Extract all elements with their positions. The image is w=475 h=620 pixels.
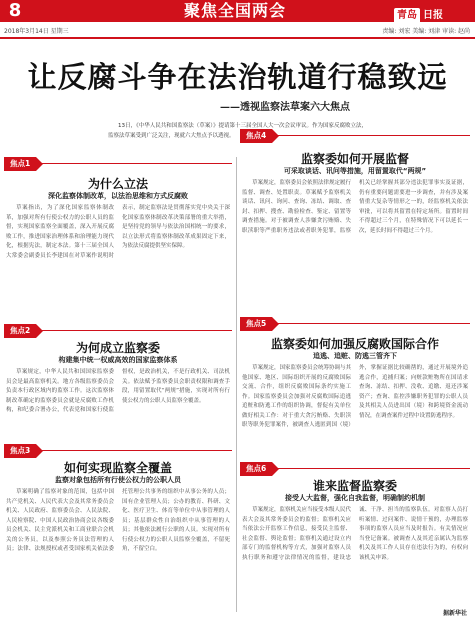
lead-paragraph: 13日，《中华人民共和国监察法（草案）》提请第十三届全国人大一次会议审议。作为国家反腐败立法，监察法草案受到广泛关注，现就六大焦点予以透视。 <box>108 123 368 139</box>
section-4-title: 监察委如何开展监督 <box>300 152 409 166</box>
section-2-tag: 焦点2 <box>4 324 36 338</box>
section-1-body: 草案指出，为了深化国家监察体制改革，加强对所有行使公权力的公职人员的监督，实现国家监察全面覆盖，深入开展反腐败工作，推进国家治理体系和治理能力现代化，根据宪法，制定本法。第十三届全国人大常委会副委员长李建国在对草案作说明时表示，制定监察法是贯彻落实党中央关于深化国家监察体制改革决策部署的重大举措，是坚持党的领导与依法治国相统一的要求，以立法形式将监察体制改革成果固定下来，为依法反腐提供坚实保障。 <box>6 205 230 259</box>
section-1-subtitle: 深化监察体制改革，以法治思维和方式反腐败 <box>48 192 188 200</box>
section-4-subtitle: 可采取谈话、讯问等措施，用留置取代“两规” <box>283 167 427 175</box>
masthead-rule <box>0 37 475 39</box>
section-2-title: 为何成立监察委 <box>75 341 160 355</box>
section-6-title: 谁来监督监察委 <box>312 479 397 493</box>
section-5-tag: 焦点5 <box>240 317 272 331</box>
section-6-body: 草案规定，监察机关应当接受本级人民代表大会及其常务委员会的监督；监察机关应当依法公开监察工作信息，接受民主监督、社会监督、舆论监督；监察机关通过设立内部专门的监督机构等方式，加强对监察人员执行职务和遵守法律情况的监督，建设忠诚、干净、担当的监察队伍。对监察人员打听案情、过问案件、说情干预的，办理监察事项的监察人员应当及时报告。有关情况应当登记备案。被调查人及其近亲属认为监察机关及其工作人员存在违法行为的，有权向该机关申诉。 <box>242 507 468 561</box>
sub-headline: ——透视监察法草案六大焦点 <box>220 102 350 113</box>
newspaper-logo <box>394 3 443 19</box>
section-4-tag: 焦点4 <box>240 129 272 143</box>
masthead-band <box>0 0 475 22</box>
section-4-body: 草案规定，监察委员会依照法律规定履行监督、调查、处置职责。草案赋予监察机关谈话、讯问、询问、查询、冻结、调取、查封、扣押、搜查、勘验检查、鉴定、留置等调查措施。对于被调查人涉嫌贪污贿赂、失职渎职等严重职务违法或者职务犯罪，监察机关已经掌握其部分违法犯罪事实及证据，仍有重要问题需要进一步调查，并有涉及案情重大复杂等情形之一的，经监察机关依法审批，可以将其留置在特定场所。留置时间不得超过三个月，在特殊情况下可以延长一次，延长时间不得超过三个月。 <box>242 180 468 234</box>
issue-date: 2018年3月14日 星期三 <box>4 28 69 35</box>
section-2-subtitle: 构建集中统一权威高效的国家监察体系 <box>58 356 178 364</box>
main-headline: 让反腐斗争在法治轨道行稳致远 <box>27 60 448 94</box>
section-3-body: 草案明确了监察对象的范围，包括中国共产党机关、人民代表大会及其常务委员会机关、人民政府、监察委员会、人民法院、人民检察院、中国人民政治协商会议各级委员会机关、民主党派机关和工商业联合会机关的公务员，以及参照公务员法管理的人员；法律、法规授权或者受国家机关依法委托管理公共事务的组织中从事公务的人员；国有企业管理人员；公办的教育、科研、文化、医疗卫生、体育等单位中从事管理的人员；基层群众性自治组织中从事管理的人员；其他依法履行公职的人员。实现对所有行使公权力的公职人员监察全覆盖，不留死角，不留空白。 <box>6 489 230 552</box>
logo-left: 青岛 <box>394 8 420 24</box>
section-5-subtitle: 追逃、追赃、防逃三管齐下 <box>313 352 397 360</box>
section-6-subtitle: 接受人大监督，强化自我监督，明确制约机制 <box>285 494 425 502</box>
column-divider <box>236 157 237 612</box>
section-5-body: 草案规定，国家监察委员会统筹协调与其他国家、地区、国际组织开展的反腐败国际交流、合作，组织反腐败国际条约实施工作。国家监察委员会加强对反腐败国际追逃追赃和防逃工作的组织协调，督促有关单位做好相关工作：对于重大贪污贿赂、失职渎职等职务犯罪案件，被调查人逃匿到国（境）外，掌握证据比较确凿的，通过开展境外追逃合作，追捕归案；向赃款赃物所在国请求查询、冻结、扣押、没收、追缴、返还涉案资产；查询、监控涉嫌职务犯罪的公职人员及其相关人员进出国（境）和跨境资金流动情况，在调查案件过程中设置防逃程序。 <box>242 365 468 428</box>
section-3-tag: 焦点3 <box>4 444 36 458</box>
section-1-tag: 焦点1 <box>4 157 36 171</box>
section-5-title: 监察委如何加强反腐败国际合作 <box>270 337 439 351</box>
section-1-title: 为什么立法 <box>87 177 148 191</box>
editor-credits: 责编: 刘宏 美编: 刘津 审读: 赵尚 <box>382 28 470 35</box>
section-2-body: 草案规定，中华人民共和国国家监察委员会是最高监察机关。地方各级监察委员会负责本行政区域内的监察工作。这次监察体制改革确定的监察委员会就是反腐败工作机构，和纪委合署办公，代表党和国家行使监督权，是政治机关，不是行政机关、司法机关。依法赋予监察委员会职责权限和调查手段，用留置取代“两规”措施，实现对所有行使公权力的公职人员监察全覆盖。 <box>6 369 230 413</box>
logo-right: 日报 <box>423 10 443 21</box>
source-credit: 据新华社 <box>442 610 467 617</box>
section-3-subtitle: 监察对象包括所有行使公权力的公职人员 <box>55 476 181 484</box>
page-number: 8 <box>8 0 22 21</box>
section-banner: 聚焦全国两会 <box>183 1 286 20</box>
section-3-title: 如何实现监察全覆盖 <box>63 461 172 475</box>
section-6-tag: 焦点6 <box>240 462 272 476</box>
